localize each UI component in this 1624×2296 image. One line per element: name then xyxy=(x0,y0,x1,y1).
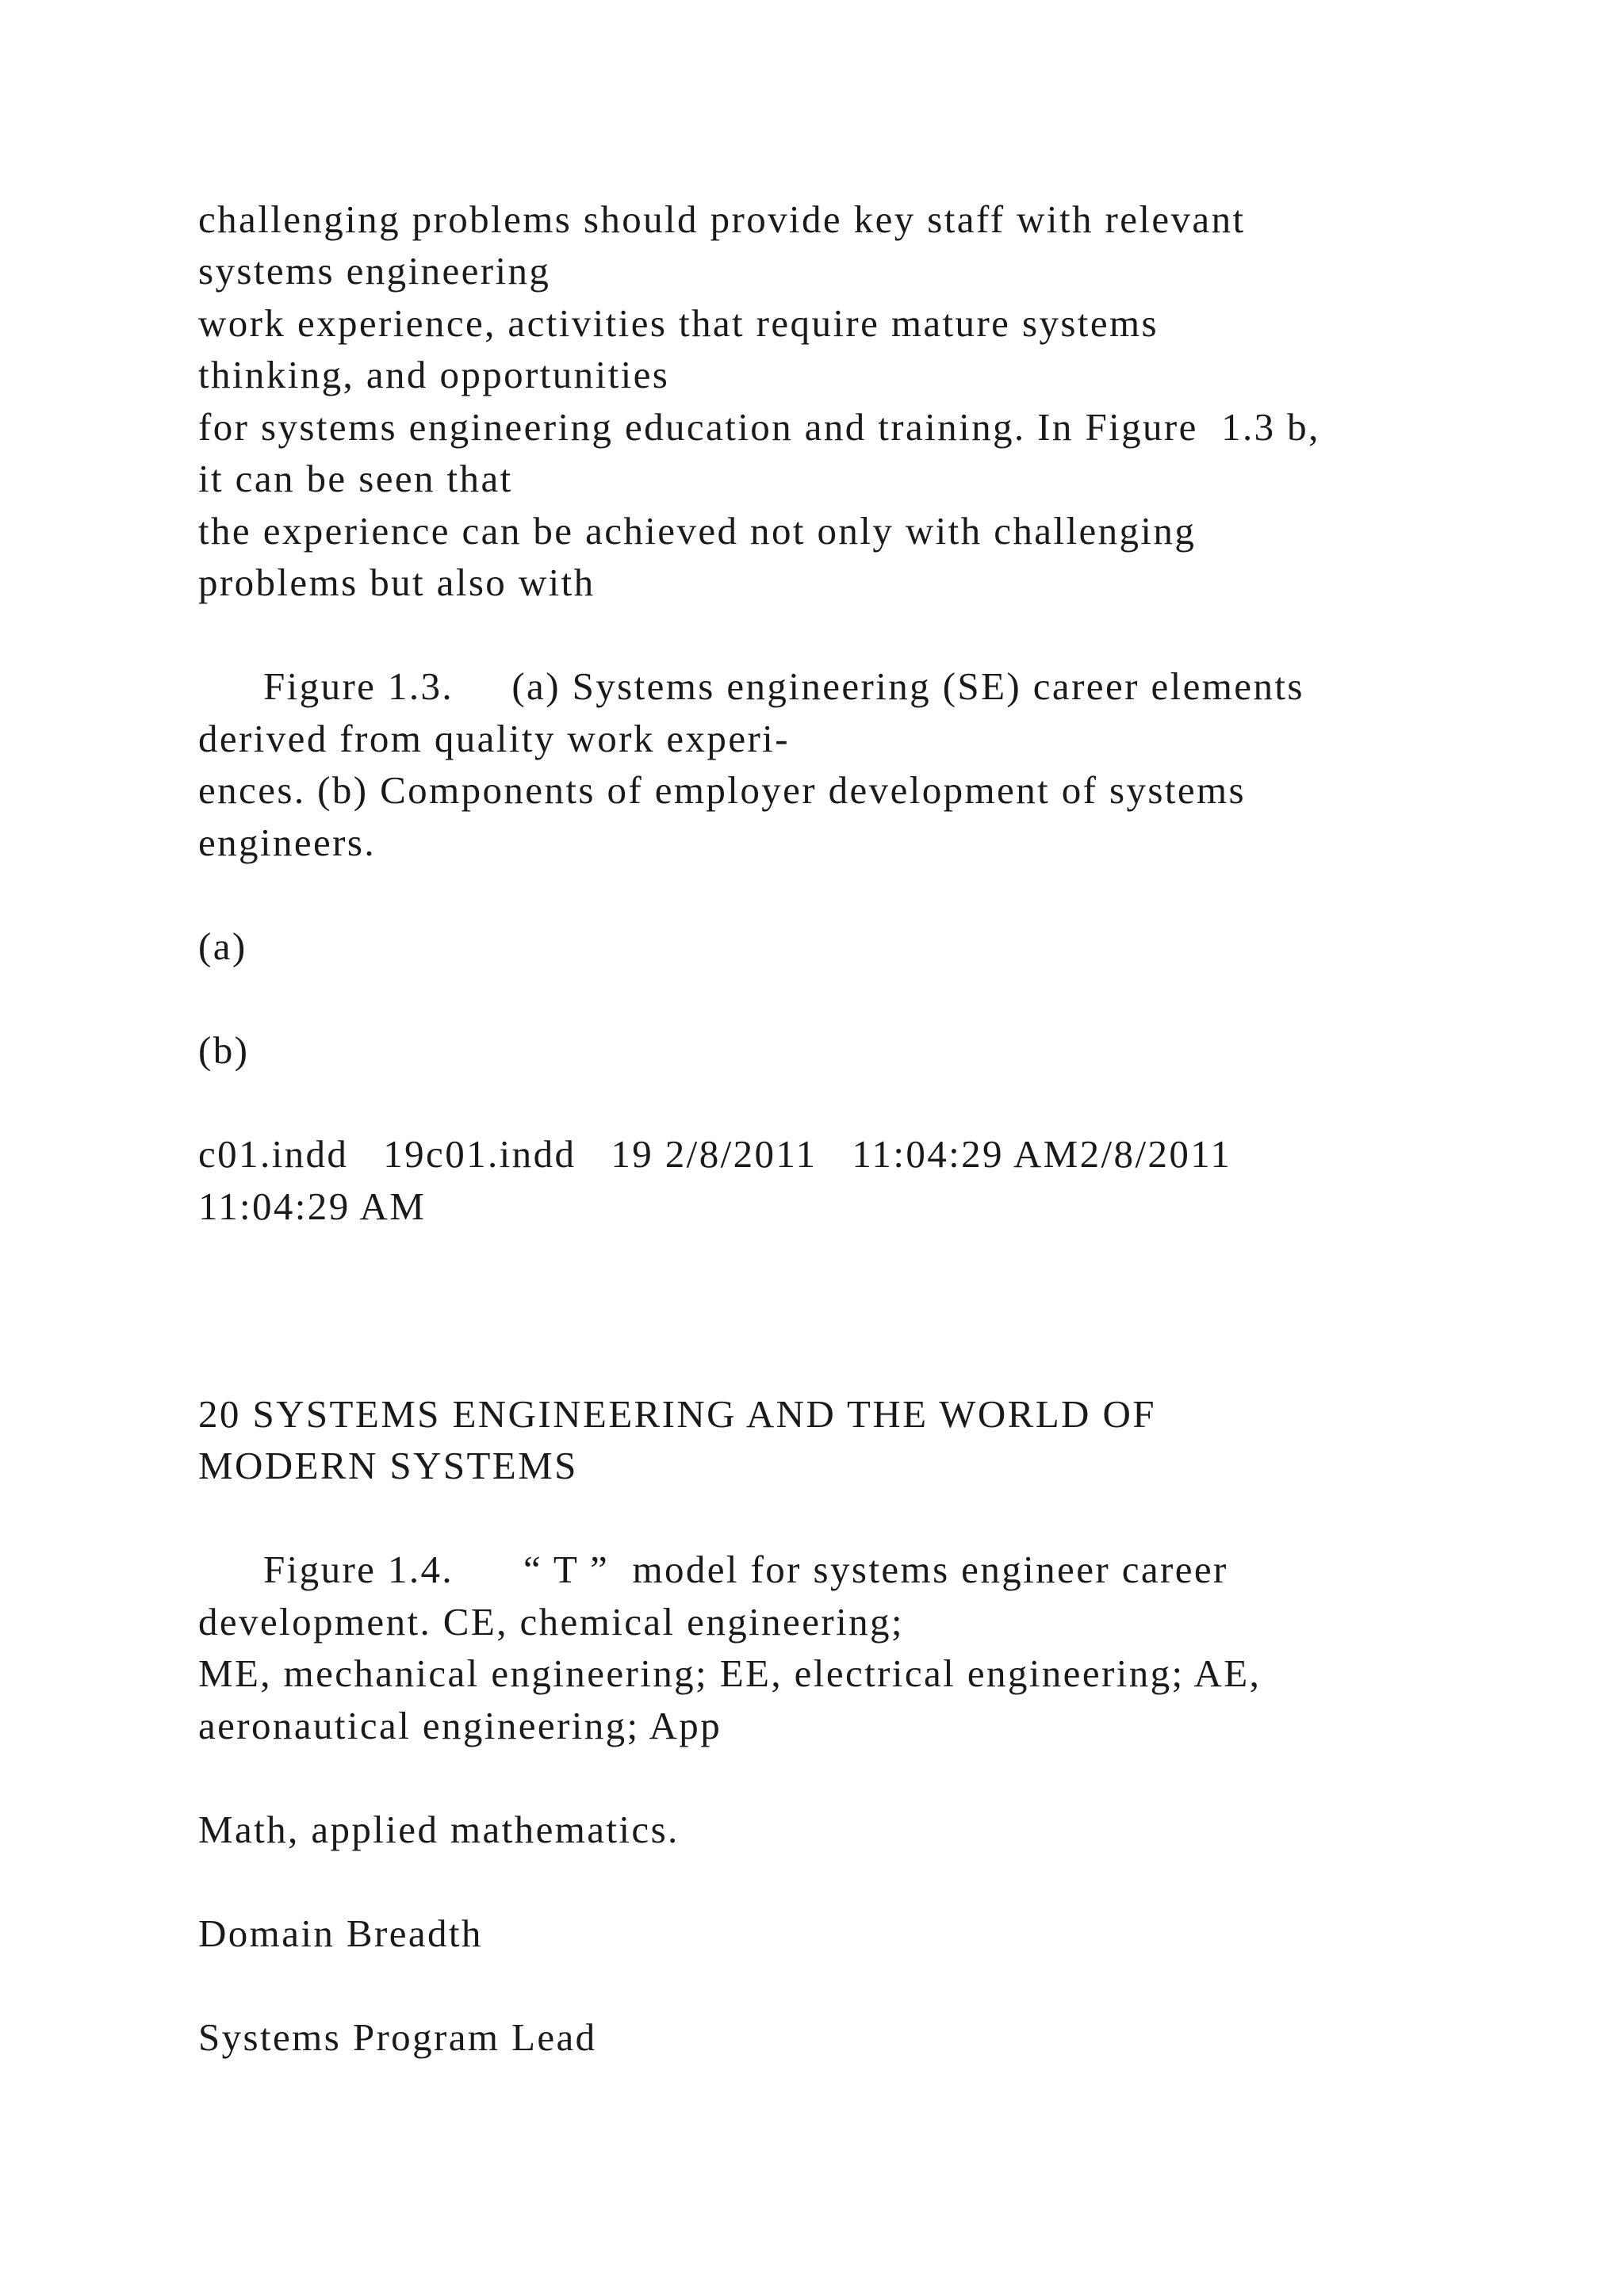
figure-panel-label-a: (a) xyxy=(198,924,247,968)
body-text-line: work experience, activities that require mature systems xyxy=(198,301,1159,345)
body-text-line: challenging problems should provide key staff with relevant xyxy=(198,197,1246,241)
figure-1-4-caption-line: Figure 1.4. “ T ” model for systems engineer career xyxy=(263,1548,1228,1591)
figure-panel-label-b: (b) xyxy=(198,1028,250,1072)
figure-1-3-caption-line: derived from quality work experi- xyxy=(198,717,790,760)
figure-1-4-caption-line: development. CE, chemical engineering; xyxy=(198,1600,904,1644)
print-slug-line: 11:04:29 AM xyxy=(198,1184,427,1228)
figure-1-3-caption-line: Figure 1.3. (a) Systems engineering (SE) career elements xyxy=(263,664,1304,708)
body-text-line: it can be seen that xyxy=(198,457,513,500)
figure-1-4-caption-line: aeronautical engineering; App xyxy=(198,1704,722,1747)
body-text-line: for systems engineering education and training. In Figure 1.3 b, xyxy=(198,405,1320,449)
figure-1-4-caption-continuation: Math, applied mathematics. xyxy=(198,1808,680,1851)
running-header-line: MODERN SYSTEMS xyxy=(198,1444,578,1487)
body-text-line: systems engineering xyxy=(198,249,551,293)
running-header-line: 20 SYSTEMS ENGINEERING AND THE WORLD OF xyxy=(198,1392,1156,1436)
figure-label-systems-program-lead: Systems Program Lead xyxy=(198,2015,597,2059)
figure-1-4-caption-line: ME, mechanical engineering; EE, electrical engineering; AE, xyxy=(198,1651,1262,1695)
body-text-line: thinking, and opportunities xyxy=(198,353,670,396)
figure-label-domain-breadth: Domain Breadth xyxy=(198,1911,483,1955)
figure-1-3-caption-line: engineers. xyxy=(198,821,376,864)
figure-1-3-caption-line: ences. (b) Components of employer development of systems xyxy=(198,768,1247,812)
print-slug-line: c01.indd 19c01.indd 19 2/8/2011 11:04:29 AM2/8/2011 xyxy=(198,1132,1232,1176)
body-text-line: problems but also with xyxy=(198,561,596,604)
body-text-line: the experience can be achieved not only with challenging xyxy=(198,509,1197,553)
